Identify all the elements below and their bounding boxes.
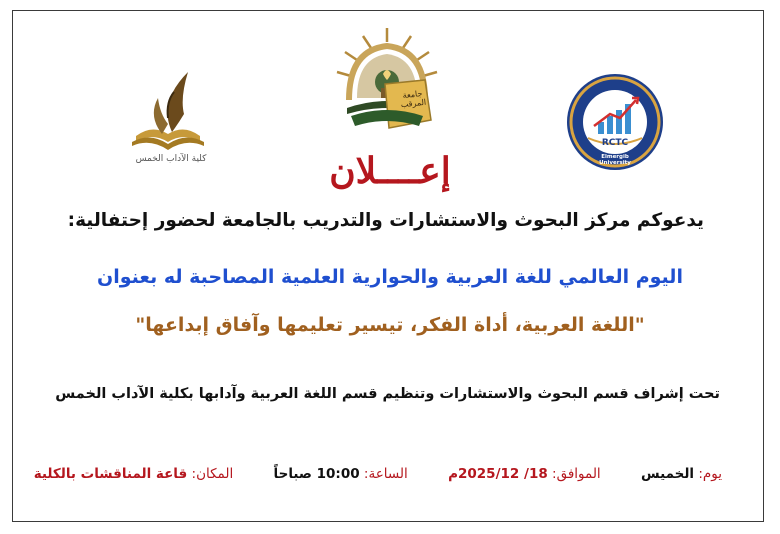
supervision-line: تحت إشراف قسم البحوث والاستشارات وتنظيم قسم اللغة العربية وآدابها بكلية الآداب الخمس — [55, 386, 720, 402]
university-emblem-icon — [327, 24, 447, 134]
day-label: يوم: — [698, 466, 722, 482]
date-label: الموافق: — [552, 466, 601, 482]
event-theme-quote: "اللغة العربية، أداة الفكر، تيسير تعليمها وآفاق إبداعها" — [135, 314, 645, 336]
time-value: 10:00 صباحاً — [273, 466, 360, 482]
university-emblem — [327, 24, 447, 134]
event-details — [34, 466, 722, 482]
place-label: المكان: — [191, 466, 234, 482]
event-title: اليوم العالمي للغة العربية والحوارية العلمية المصاحبة له بعنوان — [97, 266, 683, 288]
invitation-line: يدعوكم مركز البحوث والاستشارات والتدريب بالجامعة لحضور إحتفالية: — [67, 210, 704, 231]
university-emblem-caption: جامعة المرقب — [400, 89, 427, 110]
rctc-logo-university: Elmergib University — [599, 154, 631, 166]
rctc-logo-caption: RCTC — [601, 138, 629, 148]
day-value: الخميس — [640, 466, 695, 482]
time-label: الساعة: — [363, 466, 408, 482]
place-value: قاعة المناقشات بالكلية — [33, 466, 188, 482]
date-value: 18/ 2025/12م — [448, 466, 548, 482]
announcement-heading: إعــــلان — [329, 150, 451, 192]
faculty-logo-caption: كلية الآداب الخمس — [135, 154, 207, 164]
